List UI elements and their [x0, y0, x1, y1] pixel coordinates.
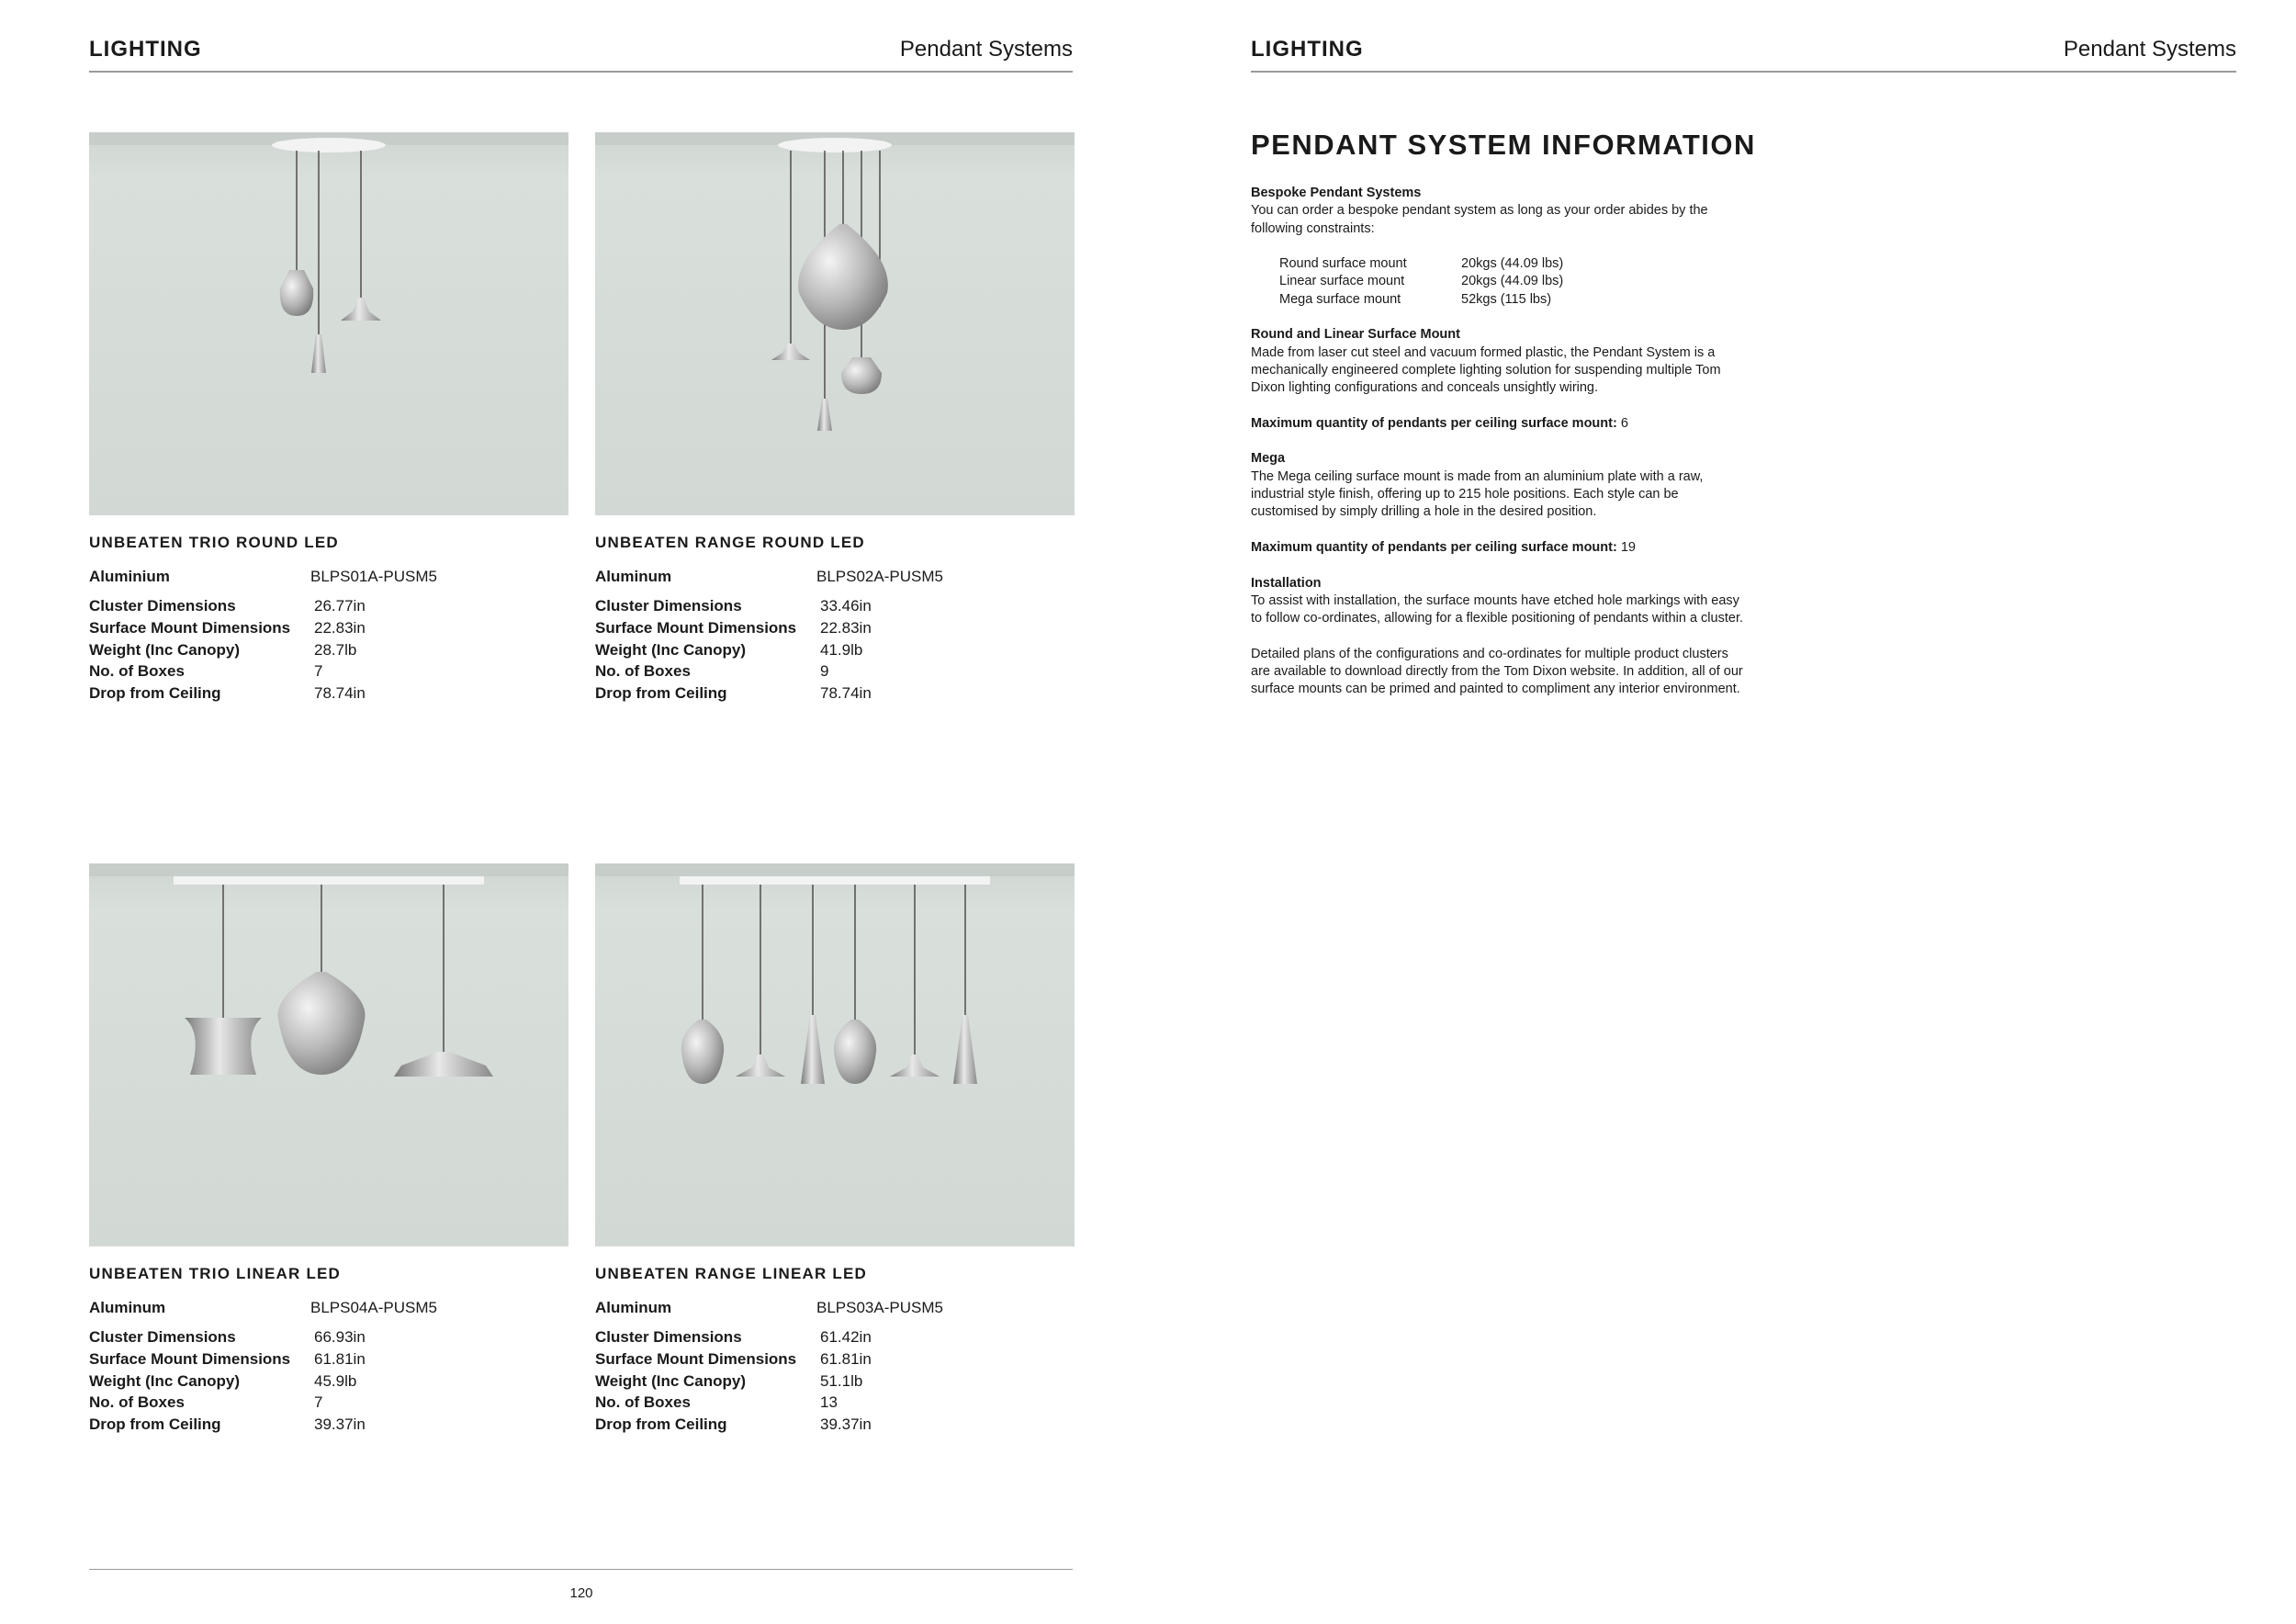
spec-value: 26.77in: [314, 597, 366, 615]
round-linear-heading: Round and Linear Surface Mount: [1251, 327, 1460, 343]
material-label: Aluminum: [595, 567, 672, 585]
product-photo-range-round: [595, 132, 1075, 515]
constraint-value: 20kgs (44.09 lbs): [1461, 256, 1564, 272]
mega-max: [1251, 539, 1747, 557]
spec-value: 22.83in: [314, 618, 366, 637]
right-header-category: Pendant Systems: [2063, 37, 2236, 62]
material-label: Aluminum: [595, 1298, 672, 1316]
spec-label: Weight (Inc Canopy): [89, 1371, 241, 1390]
material-row: [595, 1297, 943, 1319]
material-label: Aluminum: [89, 1298, 166, 1316]
product-title: UNBEATEN RANGE LINEAR LED: [595, 1265, 868, 1282]
constraint-row: [1279, 273, 1747, 290]
spec-row: [595, 1414, 943, 1436]
spec-label: Cluster Dimensions: [89, 597, 236, 615]
spec-value: 78.74in: [314, 683, 366, 702]
mega-body: The Mega ceiling surface mount is made from an aluminium plate with a raw, industrial style finish, offering up to 215 hole positions. Each style can be customised by simply drilling a hole in the desired position.: [1251, 468, 1704, 520]
spec-row: [89, 1348, 437, 1370]
product-spec-table: [595, 1297, 943, 1436]
spec-row: [89, 1392, 437, 1414]
spec-value: 61.81in: [820, 1349, 872, 1368]
installation-heading: Installation: [1251, 575, 1322, 591]
spec-row: [595, 617, 943, 639]
spec-value: 78.74in: [820, 683, 872, 702]
spec-label: No. of Boxes: [595, 1393, 691, 1412]
spec-row: [595, 682, 943, 705]
constraint-value: 20kgs (44.09 lbs): [1461, 274, 1564, 289]
spec-label: Surface Mount Dimensions: [595, 618, 797, 637]
spec-row: [89, 660, 437, 682]
spec-label: No. of Boxes: [89, 662, 185, 681]
product-code: BLPS01A-PUSM5: [310, 567, 437, 585]
bespoke-heading: Bespoke Pendant Systems: [1251, 186, 1422, 200]
max-value: 19: [1616, 539, 1636, 555]
spec-label: Cluster Dimensions: [595, 597, 742, 615]
page-title: PENDANT SYSTEM INFORMATION: [1251, 129, 1756, 161]
info-body: [1251, 185, 1747, 716]
product-title: UNBEATEN TRIO ROUND LED: [89, 534, 339, 551]
spec-value: 28.7lb: [314, 640, 357, 659]
product-spec-table: [595, 566, 943, 705]
spec-row: [89, 596, 437, 618]
spec-label: Surface Mount Dimensions: [595, 1349, 797, 1368]
left-header-rule: [89, 71, 1073, 73]
spec-value: 39.37in: [820, 1415, 872, 1433]
left-header-section: LIGHTING: [89, 37, 202, 62]
spec-row: [89, 639, 437, 661]
spec-value: 45.9lb: [314, 1371, 357, 1390]
spec-row: [595, 1370, 943, 1393]
constraint-label: Linear surface mount: [1279, 274, 1405, 289]
product-spec-table: [89, 1297, 437, 1436]
spec-label: No. of Boxes: [595, 662, 691, 681]
max-label: Maximum quantity of pendants per ceiling surface mount:: [1251, 539, 1617, 555]
product-photo-range-linear: [595, 863, 1075, 1246]
constraint-value: 52kgs (115 lbs): [1461, 291, 1552, 307]
spec-label: Drop from Ceiling: [89, 683, 221, 702]
material-row: [89, 1297, 437, 1319]
spec-value: 22.83in: [820, 618, 872, 637]
spec-row: [89, 1327, 437, 1349]
spec-label: No. of Boxes: [89, 1393, 185, 1412]
spec-label: Drop from Ceiling: [89, 1415, 221, 1433]
spec-value: 41.9lb: [820, 640, 863, 659]
spec-label: Cluster Dimensions: [595, 1328, 742, 1347]
material-label: Aluminium: [89, 567, 170, 585]
material-row: [89, 566, 437, 588]
spec-row: [595, 1348, 943, 1370]
spec-label: Surface Mount Dimensions: [89, 1349, 291, 1368]
product-title: UNBEATEN TRIO LINEAR LED: [89, 1265, 342, 1282]
installation-body-2: Detailed plans of the configurations and co-ordinates for multiple product clusters are available to download directly from the Tom Dixon website. In addition, all of our surface mounts can be primed and painted to compliment any interior environment.: [1251, 646, 1743, 697]
spec-label: Cluster Dimensions: [89, 1328, 236, 1347]
spec-value: 61.81in: [314, 1349, 366, 1368]
spec-value: 13: [820, 1393, 838, 1412]
installation-body: To assist with installation, the surface mounts have etched hole markings with easy to follow co-ordinates, allowing for a flexible positioning of pendants within a cluster.: [1251, 592, 1743, 626]
product-title: UNBEATEN RANGE ROUND LED: [595, 534, 865, 551]
mega-heading: Mega: [1251, 451, 1286, 467]
spec-row: [595, 1327, 943, 1349]
spec-label: Weight (Inc Canopy): [89, 640, 241, 659]
spec-row: [89, 617, 437, 639]
spec-value: 51.1lb: [820, 1371, 863, 1390]
spec-label: Drop from Ceiling: [595, 683, 727, 702]
spec-label: Surface Mount Dimensions: [89, 618, 291, 637]
max-label: Maximum quantity of pendants per ceiling surface mount:: [1251, 415, 1617, 431]
spec-value: 33.46in: [820, 597, 872, 615]
round-linear-body: Made from laser cut steel and vacuum formed plastic, the Pendant System is a mechanically engineered complete lighting solution for suspending multiple Tom Dixon lighting configurations and conceals unsightly wiring.: [1251, 344, 1721, 396]
product-spec-table: [89, 566, 437, 705]
spec-label: Drop from Ceiling: [595, 1415, 727, 1433]
spec-row: [89, 1370, 437, 1393]
constraints-list: [1279, 255, 1747, 309]
product-photo-trio-round: [89, 132, 568, 515]
product-code: BLPS03A-PUSM5: [816, 1298, 943, 1316]
product-code: BLPS04A-PUSM5: [310, 1298, 437, 1316]
bespoke-intro: You can order a bespoke pendant system as long as your order abides by the following constraints:: [1251, 203, 1708, 236]
spec-label: Weight (Inc Canopy): [595, 640, 747, 659]
spec-row: [89, 682, 437, 705]
right-header-rule: [1251, 71, 2236, 73]
spec-row: [595, 639, 943, 661]
constraint-label: Round surface mount: [1279, 256, 1407, 272]
spec-row: [595, 1392, 943, 1414]
constraint-label: Mega surface mount: [1279, 291, 1401, 307]
footer-rule: [89, 1569, 1073, 1570]
spec-value: 7: [314, 662, 323, 681]
spec-value: 7: [314, 1393, 323, 1412]
spec-row: [595, 660, 943, 682]
round-linear-max: [1251, 415, 1747, 433]
constraint-row: [1279, 291, 1747, 309]
left-header-category: Pendant Systems: [899, 37, 1073, 62]
spec-label: Weight (Inc Canopy): [595, 1371, 747, 1390]
material-row: [595, 566, 943, 588]
right-header-section: LIGHTING: [1251, 37, 1364, 62]
spec-value: 66.93in: [314, 1328, 366, 1347]
spec-value: 61.42in: [820, 1328, 872, 1347]
spec-row: [89, 1414, 437, 1436]
product-code: BLPS02A-PUSM5: [816, 567, 943, 585]
max-value: 6: [1616, 415, 1628, 431]
spec-value: 9: [820, 662, 829, 681]
product-photo-trio-linear: [89, 863, 568, 1246]
constraint-row: [1279, 255, 1747, 273]
spec-value: 39.37in: [314, 1415, 366, 1433]
page-number: 120: [569, 1585, 593, 1601]
spec-row: [595, 596, 943, 618]
